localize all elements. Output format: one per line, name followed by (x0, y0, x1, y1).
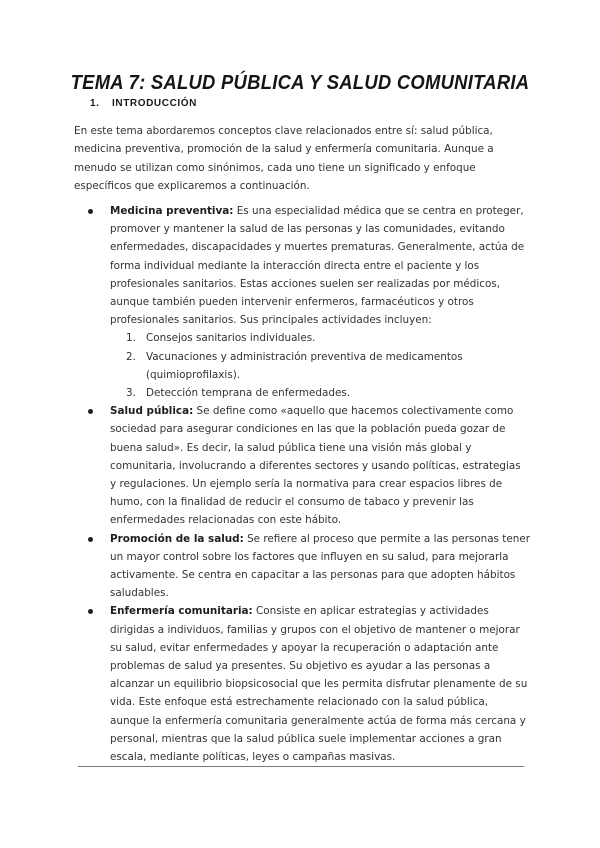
section-label: INTRODUCCIÓN (112, 98, 197, 109)
list-item (74, 202, 530, 402)
list-item (74, 402, 530, 529)
item-text: Se refiere al proceso que permite a las personas tener un mayor control sobre los factores que influyen en su salud, para mejorarla activamente. Se centra en capacitar a las personas para que adopten hábitos saludables. (110, 532, 530, 600)
sub-item-text: Consejos sanitarios individuales. (146, 332, 316, 345)
sub-item-number: 1. (126, 332, 136, 345)
item-term: Medicina preventiva: (110, 205, 234, 217)
sub-list-item (110, 348, 530, 384)
bullet-icon (88, 409, 93, 414)
item-text: Se define como «aquello que hacemos colectivamente como sociedad para asegurar condiciones en las que la población pueda gozar de buena salud». Es decir, la salud pública tiene una visión más global y comunitaria, involucrando a diferentes sectores y usando políticas, estrategias y regulaciones. Un ejemplo sería la normativa para crear espacios libres de humo, con la finalidad de reducir el consumo de tabaco y prevenir las enfermedades relacionadas con este hábito. (110, 405, 521, 527)
item-text: Es una especialidad médica que se centra en proteger, promover y mantener la salud de las personas y las comunidades, evitando enfermedades, discapacidades y muertes prematuras. Generalmente, actúa de forma individual mediante la interacción directa entre el paciente y los profesionales sanitarios. Estas acciones suelen ser realizadas por médicos, aunque también pueden intervenir enfermeros, farmacéuticos y otros profesionales sanitarios. Sus principales actividades incluyen: (110, 205, 525, 327)
item-term: Promoción de la salud: (110, 532, 244, 545)
sub-item-number: 2. (126, 350, 136, 363)
item-term: Salud pública: (110, 405, 194, 418)
sub-item-text: Detección temprana de enfermedades. (146, 387, 351, 400)
bullet-icon (88, 537, 93, 542)
bullet-icon (88, 209, 93, 214)
list-item (74, 602, 530, 766)
list-item (74, 530, 530, 603)
sub-list-item (110, 384, 530, 402)
sub-item-number: 3. (126, 387, 136, 400)
sub-item-text: Vacunaciones y administración preventiva de medicamentos (quimioprofilaxis). (146, 350, 463, 381)
section-heading (90, 98, 197, 109)
bullet-icon (88, 609, 93, 614)
sub-list-item (110, 329, 530, 347)
item-text: Consiste en aplicar estrategias y actividades dirigidas a individuos, familias y grupos con el objetivo de mantener o mejorar su salud, evitar enfermedades y apoyar la recuperación o adaptación ante problemas de salud ya presentes. Su objetivo es ayudar a las personas a alcanzar un equilibrio biopsicosocial que les permita disfrutar plenamente de su vida. Este enfoque está estrechamente relacionado con la salud pública, aunque la enfermería comunitaria generalmente actúa de forma más cercana y personal, mientras que la salud pública suele implementar acciones a gran escala, mediante políticas, leyes o campañas masivas. (110, 605, 528, 764)
page-title: TEMA 7: SALUD PÚBLICA Y SALUD COMUNITARIA (70, 72, 530, 94)
definitions-list (74, 202, 530, 766)
intro-paragraph: En este tema abordaremos conceptos clave relacionados entre sí: salud pública, medicina preventiva, promoción de la salud y enfermería comunitaria. Aunque a menudo se utilizan como sinónimos, cada uno tiene un significado y enfoque específicos que explicaremos a continuación. (74, 125, 494, 193)
section-number: 1. (90, 98, 100, 109)
activities-list (110, 329, 530, 402)
footer-divider (78, 766, 524, 767)
item-term: Enfermería comunitaria: (110, 605, 253, 618)
